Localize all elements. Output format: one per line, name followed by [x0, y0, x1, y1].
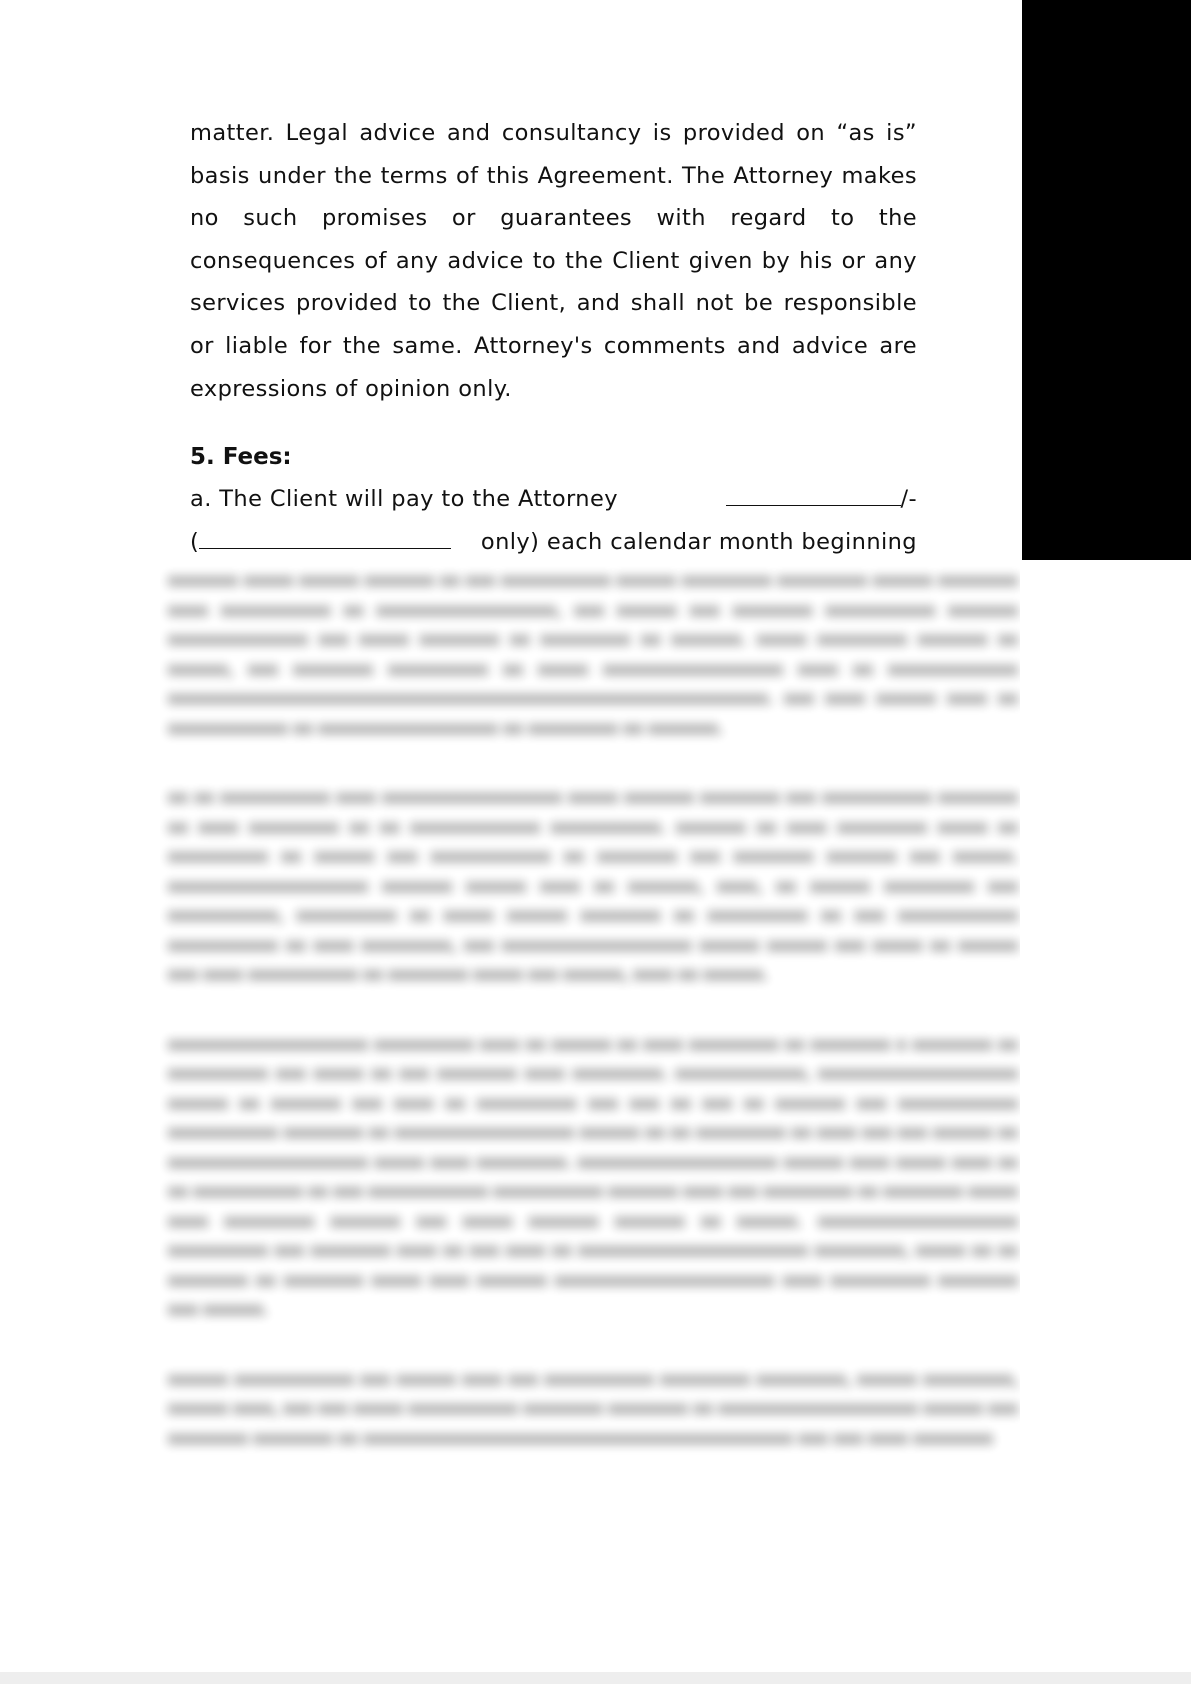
- fees-heading: 5. Fees:: [190, 444, 292, 471]
- visible-content: [190, 112, 917, 563]
- fees-line-1: [190, 478, 917, 521]
- page-bottom-edge: [0, 1672, 1191, 1684]
- fees-words-field: [190, 521, 451, 564]
- fees-line-1-text: a. The Client will pay to the Attorney: [190, 486, 618, 513]
- fees-words-open-paren: (: [190, 528, 200, 555]
- fees-amount-field: [726, 478, 918, 521]
- blurred-preview-text: nnnnnnn nnnnn nnnnnn nnnnnnn nn nnn nnnnnnnnnnn nnnnnn nnnnnnnnn nnnnnnnnn nnnnnn nnnnnnnn nnnn nnnnnnnnnnn nn nnnnnnnnnnnnnnnnnn, nnn nnnnnn nnn nnnnnnnn nnnnnnnnnnn nnnnnnn nnnnnnnnnnnnnn nnn nnnnn nnnnnnnn nn nnnnnnnnn nn nnnnnnn. nnnnn nnnnnnnnn nnnnnnn nn nnnnnn, nnn nnnnnnnn nnnnnnnnnn nn nnnnn nnnnnnnnnnnnnnnnnn nnnn nn nnnnnnnnnnnnn nnnnnnnnnnnnnnnnnnnnnnnnnnnnnnnnnnnnnnnnnnnnnnnnnnnnnnnnnnnn. nnn nnnn nnnnnn nnnn nn nnnnnnnnnnnn nn nnnnnnnnnnnnnnnnnn nn nnnnnnnnn nn nnnnnnn. nn nn nnnnnnnnnnn nnnn nnnnnnnnnnnnnnnnnn nnnnn nnnnnnn nnnnnnnn nnn nnnnnnnnnnn nnnnnnnn nn nnnn nnnnnnnnn nn nn nnnnnnnnnnnnn nnnnnnnnnnn. nnnnnnn nn nnnn nnnnnnnnn nnnnn nn nnnnnnnnnn nn nnnnnn nnn nnnnnnnnnnnn nn nnnnnnnn nnn nnnnnnnn nnnnnnn nnn nnnnnn. nnnnnnnnnnnnnnnnnnnn nnnnnnn nnnnnn nnnn nn nnnnnnn, nnnn, nn nnnnnn nnnnnnnnn nnn nnnnnnnnnnn, nnnnnnnnnn nn nnnnn nnnnnn nnnnnnnn nn nnnnnnnnnn nn nnn nnnnnnnnnnnn nnnnnnnnnnn nn nnnn nnnnnnnnn, nnn nnnnnnnnnnnnnnnnnnn nnnnnn nnnnnn nnn nnnnn nn nnnnnn nnn nnnn nnnnnnnnnnn nn nnnnnnnn nnnnn nnn nnnnnn, nnnn nn nnnnnn. nnnnnnnnnnnnnnnnnnnn nnnnnnnnnn nnnn nn nnnnnn nn nnnn nnnnnnnnn nn nnnnnnnn n nnnnnnnn nn nnnnnnnnnn nnn nnnnn nn nnn nnnnnnnn nnnn nnnnnnnnn. nnnnnnnnnnnnn, nnnnnnnnnnnnnnnnnnnn nnnnnn nn nnnnnnn nnn nnnn nn nnnnnnnnnn nnn nnn nn nnn nn nnnnnnn nnn nnnnnnnnnnnn nnnnnnnnnnn nnnnnnnn nn nnnnnnnnnnnnnnnnnn nnnnnn nn nn nnnnnnnnn nn nnnn nnn nnn nnnnnn nn nnnnnnnnnnnnnnnnnnnn nnnnn nnnn nnnnnnnnn. nnnnnnnnnnnnnnnnnnnn nnnnnn nnnn nnnnn nnnn nn nn nnnnnnnnnnn nn nnn nnnnnnnnnnnn nnnnnnnnnnn nnnnnnn nnnn nnn nnnnnnnnn nn nnnnnnnn nnnnn nnnn nnnnnnnnn nnnnnnn nnn nnnnn nnnnnnn nnnnnnn nn nnnnnn. nnnnnnnnnnnnnnnnnnnn nnnnnnnnnn nnn nnnnnnnn nnnn nn nnn nnnn nn nnnnnnnnnnnnnnnnnnnnnnn nnnnnnnnn, nnnnn nn nn nnnnnnnn nn nnnnnnnn nnnnn nnnn nnnnnnn nnnnnnnnnnnnnnnnnnnnnn nnnn nnnnnnnnnn nnnnnnnn nnn nnnnnn. nnnnnn nnnnnnnnnnnn nnn nnnnnn nnnn nnn nnnnnnnnnnn nnnnnnnnn nnnnnnnnn, nnnnnn nnnnnnnnn, nnnnnn nnnn, nnn nnn nnnnn nnnnnnnnnnn nnnnnnnn nnnnnnnn nn nnnnnnnnnnnnnnnnnnnn nnnnnn nnn nnnnnnnn nnnnnnnn nn nnnnnnnnnnnnnnnnnnnnnnnnnnnnnnnnnnnnnnnnnnn nnn nnn nnnn nnnnnnnn: [168, 569, 1018, 1449]
- redaction-panel: [1022, 0, 1191, 560]
- fees-amount-suffix: /-: [900, 486, 917, 513]
- intro-paragraph: matter. Legal advice and consultancy is provided on “as is” basis under the terms of this Agreement. The Attorney makes no such promises or guarantees with regard to the consequences of any advice to the Client given by his or any services provided to the Client, and shall not be responsible or liable for the same. Attorney's comments and advice are expressions of opinion only.: [190, 120, 917, 402]
- fees-line-2-text: only) each calendar month beginning: [480, 528, 917, 555]
- fees-line-2: [190, 521, 917, 564]
- fees-amount-blank: [726, 481, 901, 506]
- fees-words-blank: [199, 524, 451, 549]
- blurred-preview-region: [160, 560, 1020, 1500]
